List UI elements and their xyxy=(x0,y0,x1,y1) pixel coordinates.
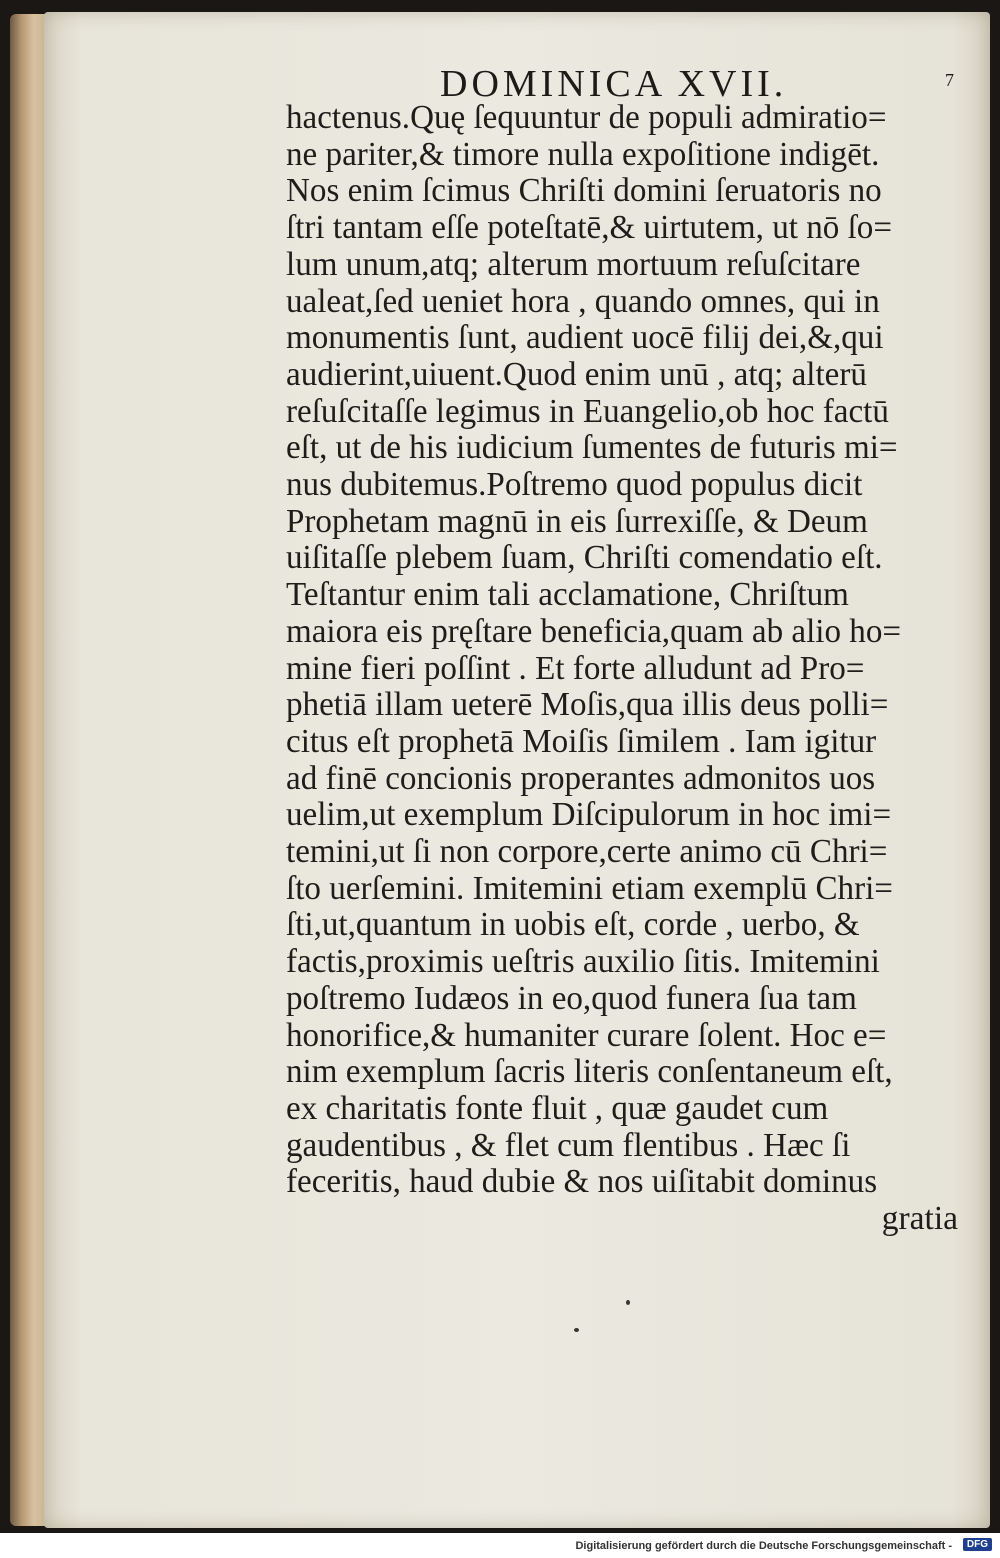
text-line: reſuſcitaſſe legimus in Euangelio,ob hoc factū xyxy=(286,392,889,430)
text-line: ad finē concionis properantes admonitos uos xyxy=(286,759,876,797)
text-line: citus eſt prophetā Moiſis ſimilem . Iam igitur xyxy=(286,722,877,760)
text-line: nus dubitemus.Poſtremo quod populus dicit xyxy=(286,466,863,504)
text-line: factis,proximis ueſtris auxilio ſitis. Imitemini xyxy=(286,943,880,981)
text-line: ualeat,ſed ueniet hora , quando omnes, qui in xyxy=(286,282,880,320)
text-line: audierint,uiuent.Quod enim unū , atq; alterū xyxy=(286,355,867,393)
text-line: eſt, ut de his iudicium ſumentes de futuris mi= xyxy=(286,429,898,467)
text-line: nim exemplum ſacris literis conſentaneum eſt, xyxy=(286,1053,893,1091)
funding-credit: Digitalisierung gefördert durch die Deutsche Forschungsgemeinschaft - xyxy=(575,1540,952,1552)
text-line: phetiā illam ueterē Moſis,qua illis deus polli= xyxy=(286,686,889,724)
ink-speck xyxy=(574,1328,579,1332)
text-line: Prophetam magnū in eis ſurrexiſſe, & Deum xyxy=(286,502,868,540)
text-line: ſto uerſemini. Imitemini etiam exemplū Chri= xyxy=(286,869,893,907)
text-line: hactenus.Quę ſequuntur de populi admiratio= xyxy=(286,99,887,136)
dfg-logo: DFG xyxy=(963,1538,992,1551)
text-line: ex charitatis fonte fluit , quæ gaudet cum xyxy=(286,1089,829,1127)
text-line: poſtremo Iudæos in eo,quod funera ſua tam xyxy=(286,979,857,1017)
folio-number: 7 xyxy=(945,70,954,90)
text-line: honorifice,& humaniter curare ſolent. Hoc e= xyxy=(286,1016,887,1054)
text-line: ſti,ut,quantum in uobis eſt, corde , uerbo, & xyxy=(286,906,860,944)
text-line: ne pariter,& timore nulla expoſitione indigēt. xyxy=(286,135,880,173)
catchword: gratia xyxy=(881,1200,958,1238)
running-title: DOMINICA XVII. xyxy=(440,63,788,105)
ink-speck xyxy=(626,1300,630,1305)
text-line: ſtri tantam eſſe poteſtatē,& uirtutem, ut nō ſo= xyxy=(286,209,893,247)
text-line: Nos enim ſcimus Chriſti domini ſeruatoris no xyxy=(286,172,882,210)
text-line: mine fieri poſſint . Et forte alludunt ad Pro= xyxy=(286,649,865,687)
text-line: gaudentibus , & flet cum flentibus . Hæc ſi xyxy=(286,1126,851,1164)
text-line: monumentis ſunt, audient uocē filij dei,&,qui xyxy=(286,319,884,357)
text-line: lum unum,atq; alterum mortuum reſuſcitare xyxy=(286,245,861,283)
text-line: temini,ut ſi non corpore,certe animo cū Chri= xyxy=(286,833,888,871)
text-line: uiſitaſſe plebem ſuam, Chriſti comendatio eſt. xyxy=(286,539,883,577)
text-line: Teſtantur enim tali acclamatione, Chriſtum xyxy=(286,576,849,614)
body-text xyxy=(286,100,966,1238)
text-line: maiora eis pręſtare beneficia,quam ab alio ho= xyxy=(286,612,902,650)
text-line: uelim,ut exemplum Diſcipulorum in hoc imi= xyxy=(286,796,892,834)
text-line: feceritis, haud dubie & nos uiſitabit dominus xyxy=(286,1163,878,1201)
